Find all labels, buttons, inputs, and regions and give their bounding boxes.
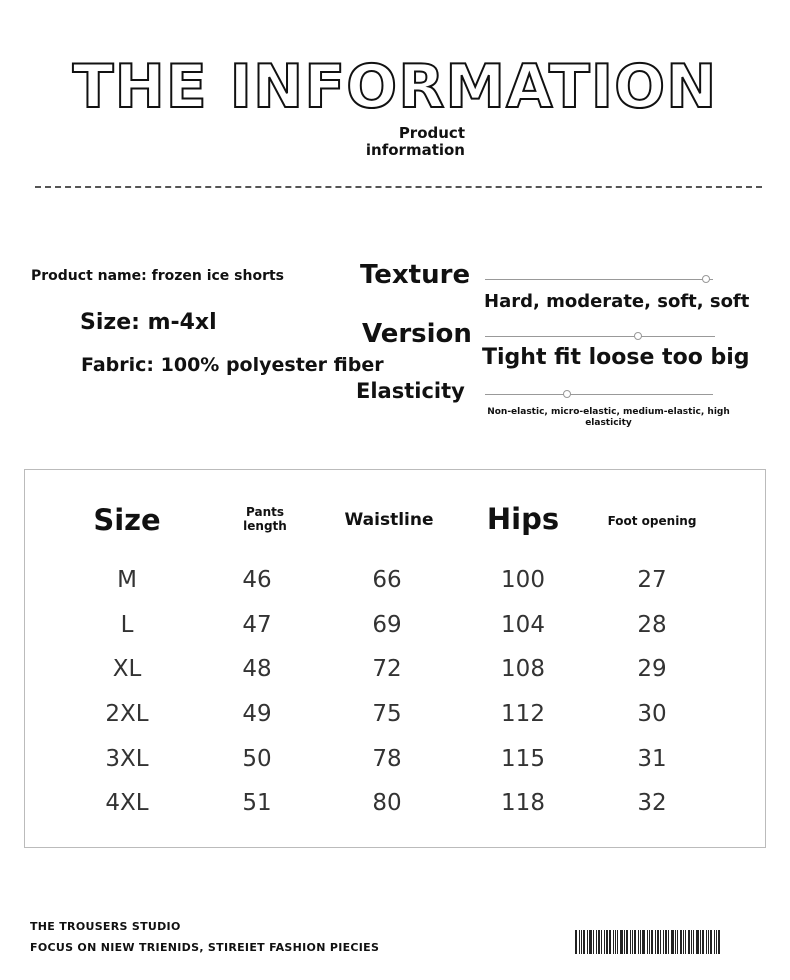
cell-pants-length: 46 xyxy=(242,567,272,593)
cell-pants-length: 51 xyxy=(242,790,272,816)
elasticity-label: Elasticity xyxy=(356,379,465,403)
texture-scale-marker xyxy=(702,275,710,283)
cell-waistline: 72 xyxy=(372,656,402,682)
barcode-icon xyxy=(575,930,761,954)
texture-scale-line xyxy=(485,279,713,280)
size-table xyxy=(24,469,766,848)
elasticity-scale-marker xyxy=(563,390,571,398)
elasticity-value-line-2: elasticity xyxy=(585,418,632,428)
header-waistline: Waistline xyxy=(344,510,434,530)
dashed-divider xyxy=(35,186,762,188)
cell-hips: 115 xyxy=(501,746,545,772)
header-hips: Hips xyxy=(486,502,560,536)
header-pants-line-2: length xyxy=(243,519,287,533)
texture-label: Texture xyxy=(360,260,471,290)
version-scale-marker xyxy=(634,332,642,340)
cell-size: M xyxy=(117,567,137,593)
footer-tagline: FOCUS ON NIEW TRIENIDS, STIREIET FASHION PIECIES xyxy=(30,941,380,954)
product-name: Product name: frozen ice shorts xyxy=(31,268,285,284)
cell-pants-length: 47 xyxy=(242,612,272,638)
cell-waistline: 78 xyxy=(372,746,402,772)
cell-size: XL xyxy=(112,656,142,682)
page-subtitle xyxy=(340,125,465,159)
cell-waistline: 69 xyxy=(372,612,402,638)
cell-hips: 118 xyxy=(501,790,545,816)
cell-foot-opening: 27 xyxy=(637,567,667,593)
version-label: Version xyxy=(362,319,472,349)
cell-size: 2XL xyxy=(105,701,149,727)
subtitle-line-1: Product xyxy=(398,124,465,142)
cell-hips: 112 xyxy=(501,701,545,727)
cell-hips: 100 xyxy=(501,567,545,593)
page-title: THE INFORMATION xyxy=(72,52,718,122)
cell-size: 4XL xyxy=(105,790,149,816)
header-size: Size xyxy=(93,503,161,537)
cell-size: 3XL xyxy=(105,746,149,772)
elasticity-value-line-1: Non-elastic, micro-elastic, medium-elastic, high xyxy=(487,407,730,417)
cell-foot-opening: 32 xyxy=(637,790,667,816)
product-size: Size: m-4xl xyxy=(80,310,217,335)
version-value: Tight fit loose too big xyxy=(482,345,750,370)
cell-foot-opening: 28 xyxy=(637,612,667,638)
cell-waistline: 66 xyxy=(372,567,402,593)
version-scale-line xyxy=(485,336,715,337)
cell-hips: 104 xyxy=(501,612,545,638)
header-pants-line-1: Pants xyxy=(246,505,284,519)
cell-foot-opening: 30 xyxy=(637,701,667,727)
product-fabric: Fabric: 100% polyester fiber xyxy=(81,354,384,376)
cell-pants-length: 49 xyxy=(242,701,272,727)
elasticity-scale-line xyxy=(485,394,713,395)
cell-waistline: 80 xyxy=(372,790,402,816)
texture-value: Hard, moderate, soft, soft xyxy=(484,291,750,312)
cell-foot-opening: 29 xyxy=(637,656,667,682)
cell-foot-opening: 31 xyxy=(637,746,667,772)
subtitle-line-2: information xyxy=(365,141,465,159)
cell-hips: 108 xyxy=(501,656,545,682)
cell-pants-length: 50 xyxy=(242,746,272,772)
elasticity-value xyxy=(482,407,735,429)
footer-studio: THE TROUSERS STUDIO xyxy=(30,920,181,933)
cell-waistline: 75 xyxy=(372,701,402,727)
cell-pants-length: 48 xyxy=(242,656,272,682)
header-pants-length xyxy=(225,505,305,533)
header-foot-opening: Foot opening xyxy=(607,514,697,528)
cell-size: L xyxy=(120,612,134,638)
